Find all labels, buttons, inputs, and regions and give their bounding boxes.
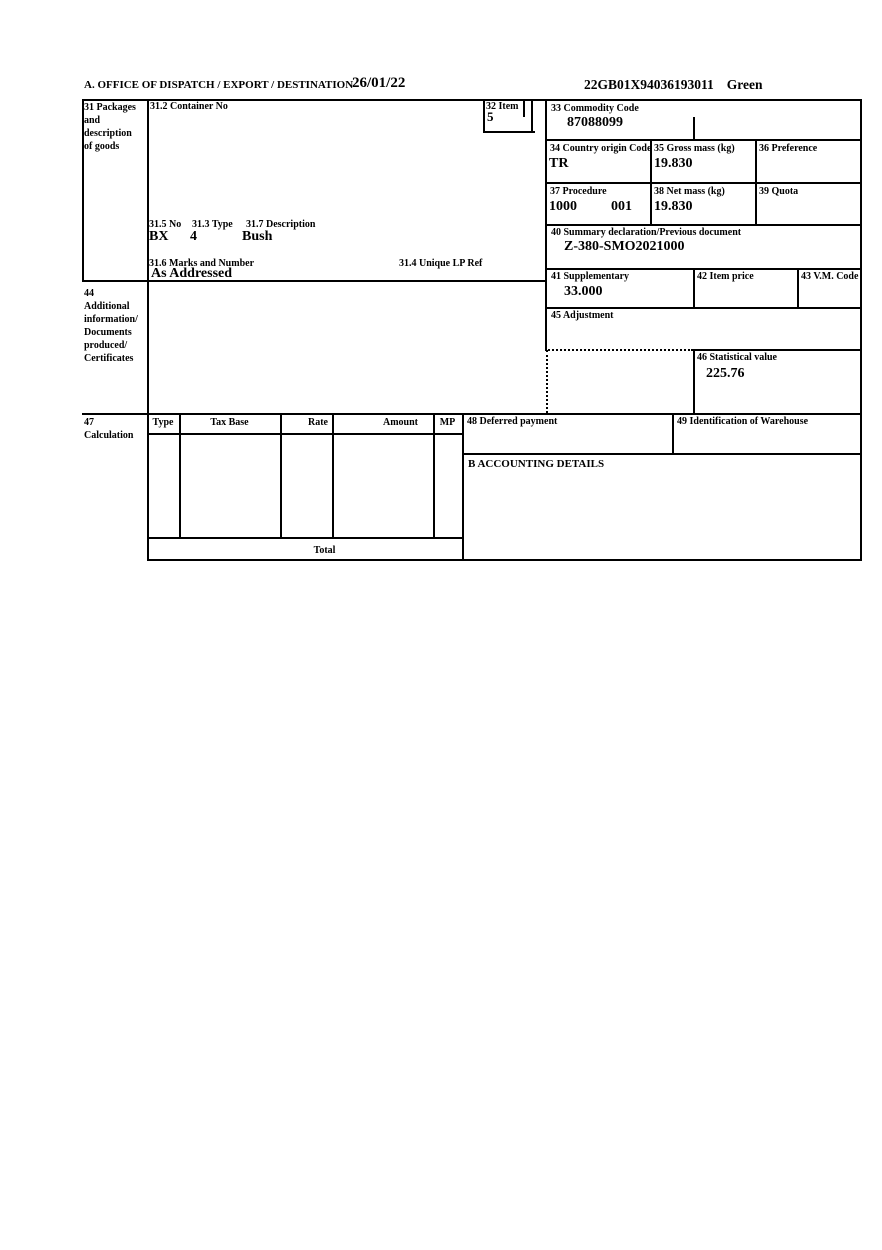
- box37-label: 37 Procedure: [550, 186, 607, 197]
- box36-label: 36 Preference: [759, 143, 818, 154]
- col755-line: [755, 139, 757, 224]
- calc-col-header-rate: Rate: [308, 417, 328, 428]
- box33-label: 33 Commodity Code: [551, 103, 639, 114]
- box44-label-line: information/: [84, 314, 138, 325]
- calc-col3-line: [332, 413, 334, 537]
- box33-value: 87088099: [567, 115, 623, 130]
- box31-6-value: As Addressed: [151, 266, 233, 281]
- box31-label-line: description: [84, 128, 132, 139]
- calc-col-header-mp: MP: [439, 417, 456, 428]
- box40-bottom-line: [545, 268, 862, 270]
- calc-col1-line: [179, 413, 181, 537]
- box44-label-line: Certificates: [84, 353, 134, 364]
- box31-3-label: 31.3 Type: [192, 219, 233, 230]
- box49-label: 49 Identification of Warehouse: [677, 416, 809, 427]
- calc-col2-line: [280, 413, 282, 537]
- box39-label: 39 Quota: [759, 186, 799, 197]
- form-right-border: [860, 99, 862, 561]
- box34-label: 34 Country origin Code: [550, 143, 652, 154]
- content-left-border: [147, 99, 149, 561]
- box33-divider-line: [693, 117, 695, 141]
- box31-3-value: 4: [190, 229, 197, 244]
- box31-5-value: BX: [149, 229, 169, 244]
- col797-line: [797, 268, 799, 309]
- row37-bottom-line: [545, 224, 862, 226]
- box32-bottom-line: [483, 131, 535, 133]
- routing-status: Green: [726, 77, 763, 92]
- box32-value: 5: [487, 109, 494, 124]
- box31-6-label: 31.6 Marks and Number: [149, 258, 255, 269]
- box35-value: 19.830: [654, 156, 693, 171]
- box44-label-line: Additional: [84, 301, 130, 312]
- box32-right-line: [531, 99, 533, 133]
- row34-bottom-line: [545, 182, 862, 184]
- calc-body-bottom-line: [147, 537, 462, 539]
- box40-label: 40 Summary declaration/Previous document: [551, 227, 742, 238]
- calc-col-header-type: Type: [152, 417, 174, 428]
- col672-line: [672, 413, 674, 453]
- row48-bottom-line: [462, 453, 862, 455]
- center-divider: [545, 99, 547, 350]
- box46-left-line: [693, 349, 695, 413]
- mrn-group: [584, 78, 763, 93]
- row44-bottom-line: [82, 413, 862, 415]
- box42-label: 42 Item price: [697, 271, 754, 282]
- box37-value-2: 001: [611, 199, 632, 214]
- box45-label: 45 Adjustment: [551, 310, 614, 321]
- form-bottom-border: [147, 559, 862, 561]
- calc-col-header-amount: Amount: [382, 417, 418, 428]
- dispatch-date: 26/01/22: [352, 75, 406, 91]
- box41-label: 41 Supplementary: [551, 271, 630, 282]
- col693-line: [693, 268, 695, 309]
- dotted-left-line: [546, 350, 548, 413]
- box46-label: 46 Statistical value: [697, 352, 777, 363]
- box31-7-label: 31.7 Description: [246, 219, 316, 230]
- calc-header-bottom-line: [147, 433, 462, 435]
- box47-label-line: Calculation: [84, 430, 134, 441]
- box38-label: 38 Net mass (kg): [654, 186, 725, 197]
- box31-label-line: 31 Packages: [84, 102, 136, 113]
- box32-tick-line: [523, 99, 525, 117]
- box38-value: 19.830: [654, 199, 693, 214]
- box31-2-label: 31.2 Container No: [150, 101, 228, 112]
- box41-value: 33.000: [564, 284, 603, 299]
- box46-value: 225.76: [706, 366, 745, 381]
- box31-5-label: 31.5 No: [149, 219, 182, 230]
- box47-label-line: 47: [84, 417, 94, 428]
- calc-total-label: Total: [313, 545, 336, 556]
- box34-value: TR: [549, 156, 569, 171]
- calc-right-line: [462, 413, 464, 561]
- row41-bottom-line: [545, 307, 862, 309]
- accounting-details-label: B ACCOUNTING DETAILS: [468, 458, 605, 470]
- box44-label-line: 44: [84, 288, 94, 299]
- dotted-top-line: [545, 349, 693, 351]
- box40-value: Z-380-SMO2021000: [564, 239, 685, 254]
- box46-top-line: [693, 349, 862, 351]
- box48-label: 48 Deferred payment: [467, 416, 558, 427]
- box32-label: 32 Item: [486, 101, 519, 112]
- box33-bottom-line: [545, 139, 862, 141]
- box37-value-1: 1000: [549, 199, 577, 214]
- section-a-title: A. OFFICE OF DISPATCH / EXPORT / DESTINATION: [84, 79, 354, 91]
- box31-7-value: Bush: [242, 229, 273, 244]
- box31-label-line: of goods: [84, 141, 120, 152]
- calc-col4-line: [433, 413, 435, 537]
- box44-label-line: produced/: [84, 340, 128, 351]
- box32-left-line: [483, 99, 485, 133]
- mrn-number: 22GB01X94036193011: [584, 77, 714, 92]
- box35-label: 35 Gross mass (kg): [654, 143, 735, 154]
- box43-label: 43 V.M. Code: [801, 271, 859, 282]
- box31-4-label: 31.4 Unique LP Ref: [399, 258, 483, 269]
- form-left-border: [82, 99, 84, 282]
- calc-col-header-taxbase: Tax Base: [210, 417, 249, 428]
- box31-label-line: and: [84, 115, 101, 126]
- box44-label-line: Documents: [84, 327, 132, 338]
